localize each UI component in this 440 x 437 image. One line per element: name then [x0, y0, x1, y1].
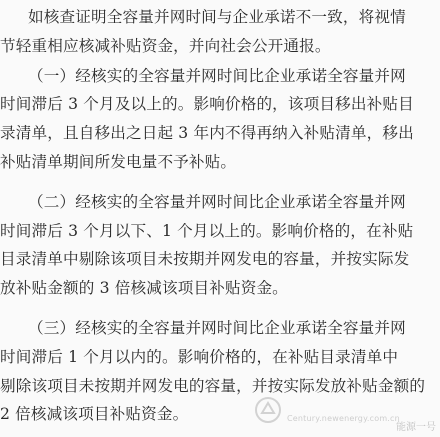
clause-3-line-1: （三）经核实的全容量并网时间比企业承诺全容量并网	[28, 319, 406, 337]
clause-1-line-4: 补贴清单期间所发电量不予补贴。	[0, 153, 237, 171]
clause-3-line-3: 剔除该项目未按期并网发电的容量，并按实际发放补贴金额的	[0, 377, 426, 395]
paragraph-intro-line-2: 节轻重相应核减补贴资金，并向社会公开通报。	[0, 37, 331, 55]
clause-1-line-3: 录清单，且自移出之日起 3 年内不得再纳入补贴清单，移出	[0, 124, 414, 142]
clause-2-line-2: 时间滞后 3 个月以下、1 个月以上的。影响价格的，在补贴	[0, 222, 414, 240]
clause-3-line-2: 时间滞后 1 个月以内的。影响价格的，在补贴目录清单中	[0, 348, 399, 366]
watermark-site-text: Century.newenergy.com.cn	[287, 414, 400, 423]
watermark-badge: 能源一号	[396, 422, 436, 433]
paragraph-intro-line-1: 如核查证明全容量并网时间与企业承诺不一致，将视情	[28, 8, 406, 26]
clause-2-line-4: 放补贴金额的 3 倍核减该项目补贴资金。	[0, 279, 288, 297]
clause-2-line-3: 目录清单中剔除该项目未按期并网发电的容量，并按实际发	[0, 250, 410, 268]
watermark-logo-icon	[253, 395, 283, 425]
clause-2-line-1: （二）经核实的全容量并网时间比企业承诺全容量并网	[28, 193, 406, 211]
clause-1-line-1: （一）经核实的全容量并网时间比企业承诺全容量并网	[28, 67, 406, 85]
clause-1-line-2: 时间滞后 3 个月及以上的。影响价格的，该项目移出补贴目	[0, 95, 414, 113]
clause-3-line-4: 2 倍核减该项目补贴资金。	[0, 405, 189, 423]
